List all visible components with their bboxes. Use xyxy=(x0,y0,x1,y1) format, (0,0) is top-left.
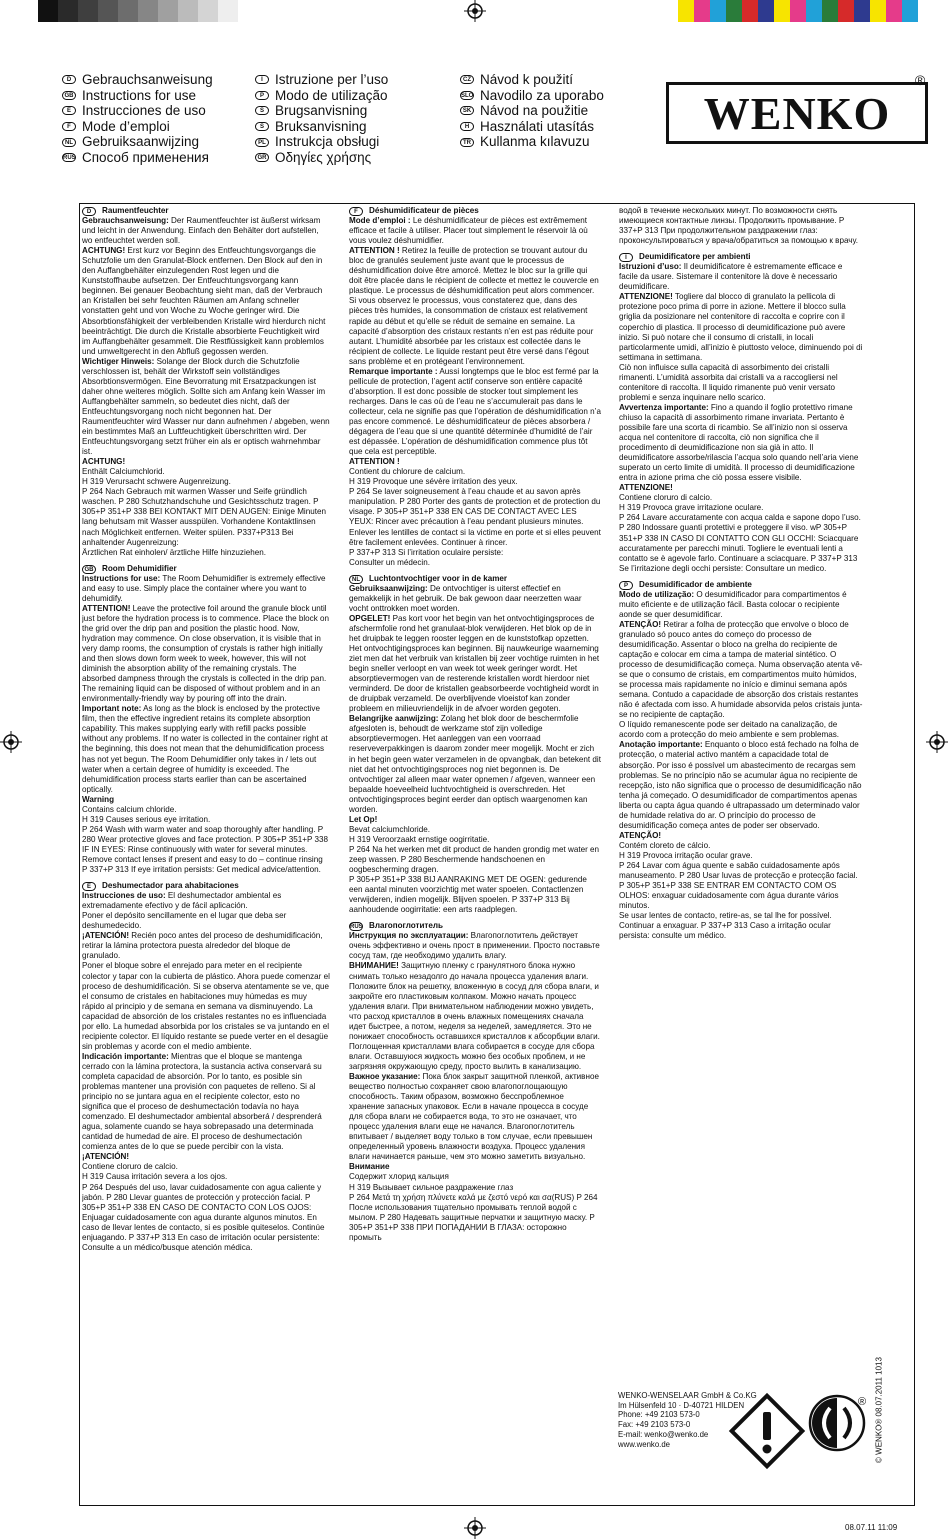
color-swatch xyxy=(806,0,822,22)
language-badge: F xyxy=(62,122,76,131)
para-label: Gebrauchsanweisung: xyxy=(82,216,169,226)
copyright-vertical xyxy=(872,1340,886,1480)
para-label: ATTENZIONE! xyxy=(619,292,673,302)
language-label: Способ применения xyxy=(82,149,209,165)
para-text: El deshumectador ambiental es extremadamente efectivo y de fácil aplicación. Poner el depósito sencillamente en el lugar que deba ser deshumedecido. xyxy=(82,891,287,931)
wenko-logo: WENKO xyxy=(666,82,928,144)
language-label: Használati utasítás xyxy=(480,118,595,134)
language-badge: RUS xyxy=(63,155,76,162)
color-swatch xyxy=(678,0,694,22)
recycle-registered-mark: ® xyxy=(858,1396,867,1408)
language-entry xyxy=(62,72,213,88)
language-label: Gebrauchsanweisung xyxy=(82,72,213,87)
para-text: Erst kurz vor Beginn des Entfeuchtungsvorgangs die Schutzfolie um den Granulat-Block entfernen. Den Block auf den in den Auffangbehälter einzulegenden Rost legen und die Kunststoffhaube aufsetzen. Der Entfeuchtungsvorgang kann beginnen. Bei genauer Beobachtung sieht man, daß der Verbrauch an Kristallen bei sehr feuchten Räumen am Anfang schneller vonstatten geht und von Woche zu Woche geringer wird. Die Absorbtionsfähigkeit der verbleibenden Kristalle wird hierdurch nicht beeinträchtigt. Die durch die Kristalle absorbierte Feuchtigkeit wird im Auffangbehälter gesammelt. Die Restflüssigkeit kann problemlos und umweltgerecht in den Abfluß gegossen werden. xyxy=(82,246,326,356)
color-swatch xyxy=(710,0,726,22)
language-badge: S xyxy=(255,106,269,115)
para-text: Contiene cloruro de calcio. H 319 Causa irritación severa a los ojos. P 264 Después del uso, lavar cuidadosamente con agua caliente y jabón. P 280 Llevar guantes de protección y protección facial. P 305+P 351+P 338 EN CASO DE CONTACTO CON LOS OJOS: Enjuagar cuidadosamente con agua durante algunos minutos. En caso de llevar lentes de contacto, si es posible quiteselos. Continúe enjuagando. P 337+P 313 En caso de irritación ocular persistente: Consulte a un médico/busque atención médica. xyxy=(82,1162,325,1252)
language-entry xyxy=(255,134,388,150)
language-label: Instructions for use xyxy=(82,87,197,103)
para-label: Instrucciones de uso: xyxy=(82,891,166,901)
language-list-3 xyxy=(460,72,604,150)
para-text: O desumidificador para compartimentos é muito eficiente e de utilização fácil. Basta colocar o recipiente aonde se quer desumidificar. xyxy=(619,589,847,619)
color-swatch xyxy=(158,0,178,22)
section-title: Room Dehumidifier xyxy=(102,563,177,573)
para-text: The Room Dehumidifier is extremely effective and easy to use. Simply place the container where you want to dehumidify. xyxy=(82,573,326,603)
para-label: Istruzioni d’uso: xyxy=(619,262,682,272)
para-label: Wichtiger Hinweis: xyxy=(82,356,155,366)
language-badge: GB xyxy=(62,91,76,100)
color-colorbar xyxy=(678,0,918,22)
language-badge: I xyxy=(255,75,269,84)
section-title: Déshumidificateur de pièces xyxy=(369,206,479,215)
company-address: Im Hülsenfeld 10 · D-40721 HILDEN xyxy=(618,1400,745,1410)
section-title: Влагопоглотитель xyxy=(369,921,443,931)
color-swatch xyxy=(774,0,790,22)
language-label: Οδηγίες χρήσης xyxy=(275,149,372,165)
para-text: Contains calcium chloride. H 319 Causes serious eye irritation. P 264 Wash with warm water and soap thoroughly after handling. P 280 Wear protective gloves and face protection. P 305+P 351+P 338 IF IN EYES: Rinse continuously with water for several minutes. Remove contact lenses if present and easy to do – continue rinsing P 337+P 313 If eye irritation persists: Get medical advice/attention. xyxy=(82,804,328,875)
para-text: Retirez la feuille de protection se trouvant autour du bloc de granulés seulement juste avant que le processus de déshumidification doive être amorcé. Mettez le bloc sur la grille qui doit être placée dans le récipient de collecte et mettez le couvercle en plastique. Le processus de déshumidification peut alors commencer. Si vous observez le processus, vous constaterez que, dans des pièces très humides, la consommation de cristaux est relativement rapide au début et qu’elle se réduit de semaine en semaine. La capacité d’absorption des cristaux restants n’en est pas réduite pour autant. L’humidité absorbée par les cristaux est collectée dans le récipient de collecte. Le liquide restant peut être versé dans l’égout sans problème et en protégeant l’environnement. xyxy=(349,246,599,366)
company-name: WENKO-WENSELAAR GmbH & Co.KG xyxy=(618,1391,757,1400)
para-text: Leave the protective foil around the granule block until just before the hydration process is to commence. Place the block on the grid over the drip pan and position the plastic hood. Now, hydration may commence. On close observation, it is visible that in very damp rooms, the consumption of crystals is rather high initially and then slows down form week to week, however, this will not diminish the absorption ability of the remaining crystals. The absorbed dampness through the crystals is collected in the drip pan. The remaining liquid can be disposed of without problem and in an environmentally-friendly way by pouring off into the drain. xyxy=(82,603,329,704)
para-label: ATTENZIONE! xyxy=(619,483,673,493)
copyright-text: © WENKO® 08.07.2011 1013 xyxy=(874,1357,884,1463)
color-swatch xyxy=(98,0,118,22)
para-text: Retirar a folha de protecção que envolve o bloco de granulado só pouco antes do começo do processo de desumidificação. Assentar o bloco na grelha do recipiente de captação e colocar em cima a tampa de material sintético. O processo de desumidificação começa. Numa observação atenta vê-se que o consumo de cristais, em compartimentos muito húmidos, se processa mais rapidamente no início e diminui semana após semana. Contudo a capacidade de absorção dos cristais restantes não é afectada com isso. A humidade absorvida pelos cristais junta-se no recipiente de captação. O líquido remanescente pode ser deitado na canalização, de acordo com a protecção do meio ambiente e sem problemas. xyxy=(619,619,863,740)
para-text: Zolang het blok door de beschermfolie afgesloten is, behoudt de werkzame stof zijn volledige absorptievermogen. Het aanleggen van een voorraad reserveverpakkingen is daarom zonder meer mogelijk. Mocht er zich in het begin geen water verzamelen in de opvangbak, dan betekent dit niet dat het ontvochtigingsproces nog niet begonnen is. De ontvochtiger zal alleen maar water opnemen / afgeven, wanneer een bepaalde hoeveelheid luchtvochtigheid is overschreden. Het ontvochtigingsproces begint eerder dan optisch waargenomen kan worden. xyxy=(349,714,601,814)
registration-mark-icon xyxy=(0,731,22,753)
color-swatch xyxy=(822,0,838,22)
language-badge: F xyxy=(349,207,363,216)
language-entry xyxy=(460,119,604,135)
language-badge: GB xyxy=(82,565,96,574)
language-entry xyxy=(460,134,604,150)
color-swatch xyxy=(854,0,870,22)
language-badge: RUS xyxy=(350,924,363,931)
column-1 xyxy=(82,206,330,1502)
color-swatch xyxy=(38,0,58,22)
language-badge: SK xyxy=(460,106,474,115)
language-badge: D xyxy=(62,75,76,84)
para-label: ATTENTION ! xyxy=(349,246,400,256)
language-entry xyxy=(62,88,213,104)
language-label: Bruksanvisning xyxy=(275,118,367,134)
para-label: Gebruiksaanwijzing: xyxy=(349,583,428,593)
color-swatch xyxy=(742,0,758,22)
para-text: Solange der Block durch die Schutzfolie verschlossen ist, behält der Wirkstoff sein vollständiges Absorbtionsvermögen. Eine Bevorratung mit Ersatzpackungen ist daher ohne weiteres möglich. Sollte sich am Anfang kein Wasser im Auffangbehälter sammeln, so bedeutet dies nicht, daß der Entfeuchtungsvorgang noch nicht begonnen hat. Der Raumentfeuchter wird Wasser nur dann aufnehmen / abgeben, wenn ein bestimmtes Maß an Luftfeuchtigkeit überschritten wird. Der Entfeuchtungsvorgang setzt früher ein als er optisch wahrnehmbar ist. xyxy=(82,356,330,457)
para-text: De ontvochtiger is uiterst effectief en gemakkelijk in het gebruik. De bak gewoon daar neerzetten waar vocht onttrokken moet worden. xyxy=(349,583,582,613)
para-label: Важное указание: xyxy=(349,1071,421,1081)
language-badge: NL xyxy=(62,138,76,147)
color-swatch xyxy=(870,0,886,22)
logo-registered-mark: ® xyxy=(915,72,926,88)
para-label: ATENÇÃO! xyxy=(619,619,662,629)
para-text: Togliere dal blocco di granulato la pellicola di protezione poco prima di porre in azione. Mettere il blocco sulla griglia da posizionare nel contenitore di raccolta e coprire con il coperchio di plastica. Il processo di deumidificazione può avere inizio. Si può notare che il consumo di cristalli, in locali particolarmente umidi, all’inizio è piuttosto veloce, diminuendo poi di settimana in settimana. Ciò non influisce sulla capacità di assorbimento dei cristalli rimanenti. L’umidità assorbita dai cristalli va a raccogliersi nel contenitore di raccolta. Il liquido rimanente può venir versato problemi e senza inquinare nello scarico. xyxy=(619,292,863,402)
language-label: Mode d’emploi xyxy=(82,118,170,134)
color-swatch xyxy=(58,0,78,22)
language-label: Instrukcja obsługi xyxy=(275,134,380,150)
para-text: Aussi longtemps que le bloc est fermé par la pellicule de protection, l’agent actif conserve son entière capacité d’absorption. Il est donc possible de stocker tout simplement les recharges. Dans le cas où de l’eau ne s’accumulerait pas dans le collecteur, cela ne signifie pas que l’opération de déshumidification n’a pas encore commencé. Le déshumidificateur de pièces absorbera / dégagera de l’eau que si une quantité déterminée d’humidité de l’air est dépassée. L’opération de déshumidification commence plus tôt que cela est perceptible. xyxy=(349,366,601,457)
para-text: Mientras que el bloque se mantenga cerrado con la lámina protectora, la sustancia activa conservará su completa capacidad de absorción. Por lo tanto, es posible sin problemas mantener una provisión con paquetes de relleno. Si al principio no se juntara agua en el recipiente colector, esto no significa que el proceso de deshumectación todavía no haya comenzado. El deshumectador ambiental absorberá / desprenderá agua, solamente cuando se haya sobrepasado una determinada cantidad de humedad de aire. El proceso de deshumectación comienza antes de lo que se puede percibir con la vista. xyxy=(82,1051,322,1152)
para-text: Защитную пленку с гранулятного блока нужно снимать только незадолго до начала процесса удаления влаги. Положите блок на решетку, вложенную в сосуд для сбора влаги, и закройте его пластиковым колпаком. Можно начать процесс удаления влаги. При внимательном наблюдении можно увидеть, что расход кристаллов в очень влажных помещениях сначала идет быстрее, а потом, неделя за неделей, замедляется. Это не понижает способность оставшихся кристаллов к абсорбции влаги. Поглощенная кристаллами влага собирается в сосуде для сбора влаги. Оставшуюся жидкость можно без особых проблем, и не загрязняя окружающую среду, просто вылить в канализацию. xyxy=(349,961,600,1071)
para-label: ACHTUNG! xyxy=(82,246,126,256)
language-entry xyxy=(62,134,213,150)
language-badge: PL xyxy=(255,138,269,147)
para-label: ATTENTION! xyxy=(82,603,131,613)
para-text: Enquanto o bloco está fechado na folha de protecção, o material activo mantém a capacidade total de absorção. Por isso é possível um abastecimento de recargas sem problemas. Se no princípio não se acumular água no recipiente de recepção, isto não significa que o processo de desumidificação não tenha já começado. O desumidificador de compartimentos apenas liberta ou capta água quando é ultrapassado um determinado valor de humidade relativa do ar. O princípio do processo de desumidificação começa antes de poder ser observado. xyxy=(619,740,862,830)
section-es xyxy=(82,881,330,1253)
language-badge: E xyxy=(62,106,76,115)
column-2 xyxy=(349,206,601,1502)
para-label: Important note: xyxy=(82,704,142,714)
para-label: ATENÇÃO! xyxy=(619,830,662,840)
language-label: Návod k použití xyxy=(480,72,574,87)
para-label: ¡ATENCIÓN! xyxy=(82,931,130,941)
para-label: Remarque importante : xyxy=(349,366,438,376)
language-entry xyxy=(460,72,604,88)
color-swatch xyxy=(138,0,158,22)
language-badge: I xyxy=(619,253,633,262)
para-text: Bevat calciumchloride. H 319 Veroorzaakt ernstige oogirritatie. P 264 Na het werken met dit product de handen grondig met water en zeep wassen. P 280 Beschermende handschoenen en oogbescherming dragen. P 305+P 351+P 338 BIJ AANRAKING MET DE OGEN: gedurende een aantal minuten voorzichtig met water spoelen. Contactlenzen verwijderen, indien mogelijk. Blijven spoelen. P 337+P 313 Bij aanhoudende oogirritatie: een arts raadplegen. xyxy=(349,824,600,915)
color-swatch xyxy=(902,0,918,22)
print-timestamp: 08.07.11 11:09 xyxy=(845,1523,898,1532)
company-website: www.wenko.de xyxy=(618,1439,671,1449)
language-list-1 xyxy=(62,72,213,166)
language-label: Brugsanvisning xyxy=(275,103,368,119)
para-text: Der Raumentfeuchter ist äußerst wirksam und leicht in der Anwendung. Einfach den Behälter dort aufstellen, wo entfeuchtet werden soll. xyxy=(82,216,321,246)
para-label: ATTENTION ! xyxy=(349,457,400,467)
language-badge: GR xyxy=(255,153,269,162)
para-label: ¡ATENCIÓN! xyxy=(82,1152,130,1162)
section-ru-continued: водой в течение нескольких минут. По возможности снять имеющиеся контактные линзы. Продолжить промывание. P 337+P 313 При продолжительном раздражении глаз: проконсультироваться у врача/обратиться за помощью к врачу. xyxy=(619,206,858,246)
section-it xyxy=(619,252,863,574)
section-de xyxy=(82,206,330,558)
registration-mark-icon xyxy=(464,1517,486,1539)
language-badge: CZ xyxy=(460,75,474,84)
language-label: Istruzione per l’uso xyxy=(275,72,389,87)
para-text: Il deumidificatore è estremamente efficace e facile da usare. Sistemare il contenitore là dove è necessario deumidificare. xyxy=(619,262,843,292)
para-label: Avvertenza importante: xyxy=(619,402,709,412)
language-entry xyxy=(62,150,213,166)
language-entry xyxy=(460,103,604,119)
language-badge: P xyxy=(619,581,633,590)
company-phone: Phone: +49 2103 573-0 xyxy=(618,1410,700,1420)
color-swatch xyxy=(726,0,742,22)
section-gb xyxy=(82,564,330,875)
para-label: OPGELET! xyxy=(349,613,391,623)
language-entry xyxy=(255,119,388,135)
color-swatch xyxy=(758,0,774,22)
para-text: Pas kort voor het begin van het ontvochtigingsproces de afschermfolie rond het granulaat-blok verwijderen. Het blok op de in het druipbak te leggen rooster leggen en de kunststofkap opzetten. Het ontvochtigingsproces kan beginnen. Bij nauwkeurige waarneming ziet men dat het verbruik van kristallen bij zeer vochtige ruimten in het begin sneller verloopt en van week tot week geringer wordt. Het absorptievermogen van de resterende kristallen wordt hierdoor niet verminderd. De door de kristallen geabsorbeerde vochtigheid wordt in de druipbak verzameld. De overblijvende vloeistof kan zonder probleem en milieuvriendelijk in de afvoer worden gegoten. xyxy=(349,613,600,714)
language-badge: D xyxy=(82,207,96,216)
language-badge: NL xyxy=(349,575,363,584)
section-fr xyxy=(349,206,601,568)
language-badge: H xyxy=(460,122,474,131)
color-swatch xyxy=(78,0,98,22)
section-title: Luchtontvochtiger voor in de kamer xyxy=(369,573,508,583)
color-swatch xyxy=(886,0,902,22)
color-swatch xyxy=(178,0,198,22)
para-label: Belangrijke aanwijzing: xyxy=(349,714,439,724)
para-label: ACHTUNG! xyxy=(82,457,126,467)
language-badge: SLO xyxy=(461,92,474,99)
para-label: Warning xyxy=(82,794,115,804)
section-ru xyxy=(349,921,601,1243)
para-label: Внимание xyxy=(349,1162,390,1172)
language-entry xyxy=(62,119,213,135)
para-label: Indicación importante: xyxy=(82,1051,169,1061)
language-entry xyxy=(460,88,604,104)
registration-mark-icon xyxy=(926,731,948,753)
para-text: Enthält Calciumchlorid. H 319 Verursacht schwere Augenreizung. P 264 Nach Gebrauch mit warmen Wasser und Seife gründlich waschen. P 280 Schutzhandschuhe und Gesichtsschutz tragen. P 305+P 351+P 338 BEI KONTAKT MIT DEN AUGEN: Einige Minuten lang behutsam mit Wasser ausspülen. Vorhandene Kontaktlinsen nach Möglichkeit entfernen. Weiter spülen. P337+P313 Bei anhaltender Augenreizung: Ärztlichen Rat einholen/ ärztliche Hilfe hinzuziehen. xyxy=(82,467,326,557)
language-badge: E xyxy=(82,882,96,891)
para-label: Let Op! xyxy=(349,814,378,824)
section-pt xyxy=(619,580,863,942)
language-badge: S xyxy=(255,122,269,131)
section-title: Deshumectador para ahabitaciones xyxy=(102,881,239,891)
language-entry xyxy=(255,72,388,88)
section-title: Raumentfeuchter xyxy=(102,206,169,215)
language-entry xyxy=(255,88,388,104)
color-swatch xyxy=(790,0,806,22)
color-swatch xyxy=(118,0,138,22)
para-label: Инструкция по эксплуатации: xyxy=(349,931,469,941)
language-label: Návod na použitie xyxy=(480,103,589,119)
para-text: Влагопоглотитель действует очень эффективно и очень прост в применении. Просто поставьте сосуд там, где необходимо удалить влагу. xyxy=(349,931,600,961)
language-badge: TR xyxy=(460,138,474,147)
para-label: Modo de utilização: xyxy=(619,589,695,599)
para-text: Contient du chlorure de calcium. H 319 Provoque une sévère irritation des yeux. P 264 Se laver soigneusement à l’eau chaude et au savon après manipulation. P 280 Porter des gants de protection et de protection du visage. P 305+P 351+P 338 EN CAS DE CONTACT AVEC LES YEUX: Rincer avec précaution à l’eau pendant plusieurs minutes. Enlever les lentilles de contact si la victime en porte et si elles peuvent être facilement enlevées. Continuer à rincer. P 337+P 313 Si l’irritation oculaire persiste: Consulter un médecin. xyxy=(349,467,601,567)
para-label: ВНИМАНИЕ! xyxy=(349,961,399,971)
section-title: Desumidificador de ambiente xyxy=(639,579,752,589)
hazard-exclamation-icon xyxy=(728,1392,806,1470)
para-text: Fino a quando il foglio protettivo rimane chiuso la capacità di assorbimento rimane invariata. Pertanto è possibile fare una scorta di ricambio. Se all’inizio non si osserva acqua nel contenitore di raccolta, ciò non significa che il procedimento di deumidificazione non sia già in atto. Il deumidificatore assorbe/rilascia l’acqua solo quando nell’aria viene superato un certo limite di umidità. Il processo di deumidificazione entra in azione prima che ciò possa essere visibile. xyxy=(619,402,859,483)
language-label: Gebruiksaanwijzing xyxy=(82,134,200,150)
language-label: Navodilo za uporabo xyxy=(480,87,604,103)
para-label: Instructions for use: xyxy=(82,573,161,583)
para-text: Contiene cloruro di calcio. H 319 Provoca grave irritazione oculare. P 264 Lavare accuratamente con acqua calda e sapone dopo l’uso. P 280 Indossare guanti protettivi e proteggere il viso. wP 305+P 351+P 338 IN CASO DI CONTATTO CON GLI OCCHI: Sciacquare accuratamente per parecchi minuti. Togliere le eventuali lenti a contatto se è agevole farlo. Continuare a sciacquare. P 337+P 313 Se l’irritazione degli occhi persiste: Consultare un medico. xyxy=(619,493,861,573)
para-text: Пока блок закрыт защитной пленкой, активное вещество полностью сохраняет свою влагопоглощающую способность. Таким образом, возможно бесспроблемное хранение запасных упаковок. Если в начале процесса в сосуде для сбора влаги не собирается вода, то это не означает, что процесс удаления влаги еще не начался. Влагопоглотитель впитывает / выделяет воду только в том случае, если превышен определенный уровень влажности воздуха. Процесс удаления влаги начинается раньше, чем это можно заметить визуально. xyxy=(349,1071,599,1162)
language-entry xyxy=(62,103,213,119)
language-entry xyxy=(255,103,388,119)
para-text: Le déshumidificateur de pièces est extrêmement efficace et facile à utiliser. Placer tout simplement le réservoir là où vous voulez déshumidifier. xyxy=(349,216,588,246)
language-list-2 xyxy=(255,72,388,166)
color-swatch xyxy=(838,0,854,22)
para-text: Recién poco antes del proceso de deshumidificación, retirar la lámina protectora puesta alrededor del bloque de granulado. Poner el bloque sobre el enrejado para meter en el recipiente colector y tapar con la cubierta de plástico. Ahora puede comenzar el proceso de deshumidificación. Si se observa atentamente se ve, que el consumo de cristales en habitaciones muy húmedas es muy rápido al principio y de semana en semana va disminuyendo. La capacidad de absorción de los cristales restantes no es influenciada por ello. La humedad absorbida por los cristales se va juntando en el recipiente colector. El líquido restante se puede verter en el desagüe sin problemas y acorde con el medio ambiente. xyxy=(82,931,330,1051)
grayscale-colorbar xyxy=(38,0,238,22)
para-text: As long as the block is enclosed by the protective film, then the effective ingredient retains its complete absorption capability. This makes supplying early with refill packs possible without any problems. If no water is collected in the container right at the beginning, this does not mean that the dehumidification process has not yet begun. The Room Dehumidifier only takes in / lets out water when a certain degree of humidity is exceeded. The dehumidification process starts earlier than can be ascertained optically. xyxy=(82,704,328,794)
color-swatch xyxy=(694,0,710,22)
column-3 xyxy=(619,206,863,1386)
language-badge: P xyxy=(255,91,269,100)
language-label: Modo de utilização xyxy=(275,87,388,103)
color-swatch xyxy=(198,0,218,22)
section-title: Deumidificatore per ambienti xyxy=(639,252,751,262)
company-email: E-mail: wenko@wenko.de xyxy=(618,1429,709,1439)
language-label: Instrucciones de uso xyxy=(82,103,206,119)
para-label: Anotação importante: xyxy=(619,740,703,750)
company-fax: Fax: +49 2103 573-0 xyxy=(618,1420,691,1430)
registration-mark-icon xyxy=(464,0,486,22)
language-entry xyxy=(255,150,388,166)
section-nl xyxy=(349,574,601,916)
color-swatch xyxy=(218,0,238,22)
para-label: Mode d’emploi : xyxy=(349,216,411,226)
para-text: Contém cloreto de cálcio. H 319 Provoca irritação ocular grave. P 264 Lavar com água quente e sabão cuidadosamente após manuseamento. P 280 Usar luvas de protecção e protecção facial. P 305+P 351+P 338 SE ENTRAR EM CONTACTO COM OS OLHOS: enxaguar cuidadosamente com água durante vários minutos. Se usar lentes de contacto, retire-as, se tal lhe for possível. Continuar a enxaguar. P 337+P 313 Caso a irritação ocular persista: consulte um médico. xyxy=(619,840,858,941)
para-text: Содержит хлорид кальция H 319 Вызывает сильное раздражение глаз P 264 Μετά τη χρήση πλύνετε καλά με ζεστό νερό και σα(RUS) P 264 После использования тщательно промывать теплой водой с мылом. P 280 Надевать защитные перчатки и защитную маску. P 305+P 351+P 338 ПРИ ПОПАДАНИИ В ГЛАЗА: осторожно промыть xyxy=(349,1172,598,1242)
language-label: Kullanma kılavuzu xyxy=(480,134,590,150)
